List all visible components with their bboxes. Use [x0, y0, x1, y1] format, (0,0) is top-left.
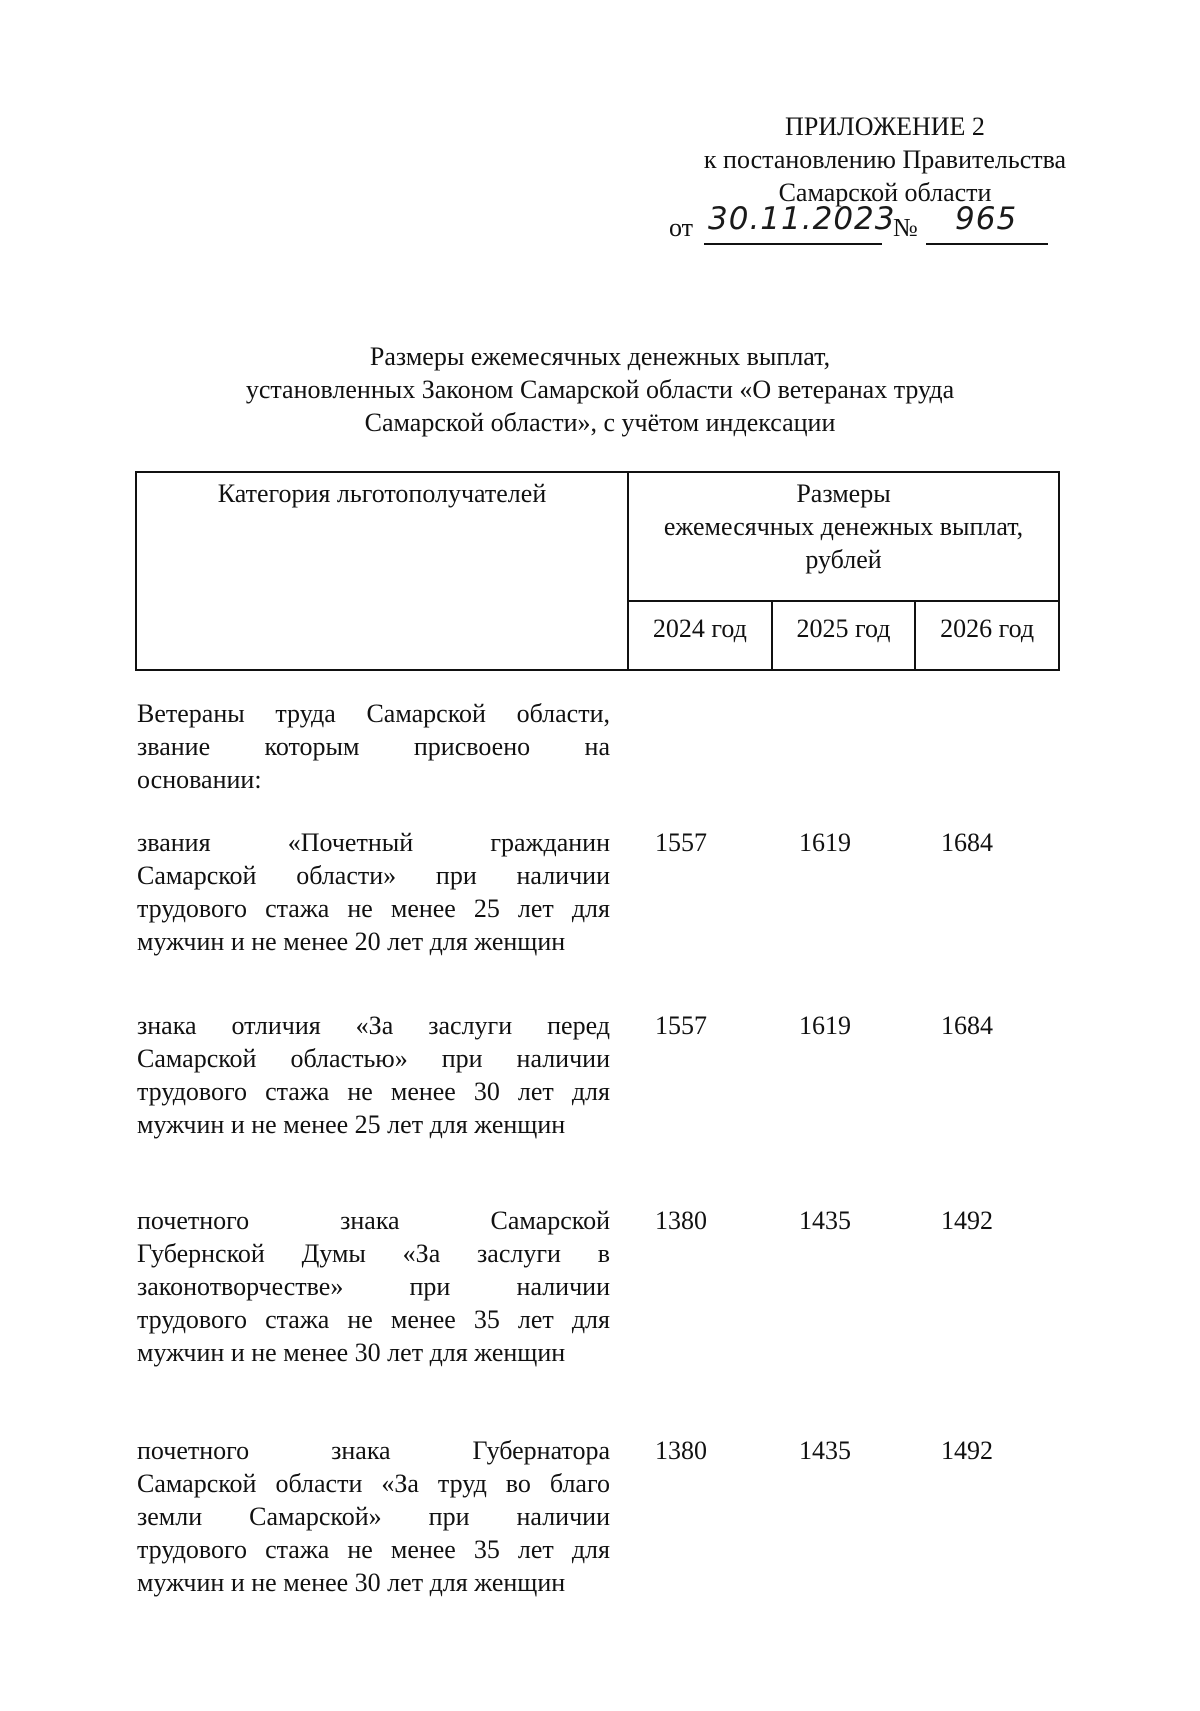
appendix-title: ПРИЛОЖЕНИЕ 2	[785, 112, 985, 141]
category-header: Категория льготополучателей	[136, 472, 628, 670]
value-2026: 1684	[941, 828, 993, 857]
category-line: почетного знака Самарской	[137, 1206, 610, 1235]
appendix-line-1: к постановлению Правительства	[703, 145, 1067, 174]
number-underline	[926, 243, 1048, 245]
category-text	[137, 826, 610, 958]
category-line: Самарской областью» при наличии	[137, 1044, 610, 1073]
intro-line: звание которым присвоено на	[137, 732, 610, 761]
category-line: трудового стажа не менее 35 лет для	[137, 1535, 610, 1564]
appendix-line-2: Самарской области	[778, 178, 992, 207]
sizes-header	[628, 472, 1059, 601]
sizes-header-line-2: ежемесячных денежных выплат,	[663, 512, 1024, 541]
value-2025: 1619	[799, 828, 851, 857]
value-2024: 1557	[655, 828, 707, 857]
category-line: Губернской Думы «За заслуги в	[137, 1239, 610, 1268]
appendix-block	[650, 110, 1120, 245]
category-line: мужчин и не менее 25 лет для женщин	[137, 1110, 566, 1139]
category-line: трудового стажа не менее 25 лет для	[137, 894, 610, 923]
category-line: звания «Почетный гражданин	[137, 828, 610, 857]
value-2025: 1435	[799, 1436, 851, 1465]
category-line: трудового стажа не менее 30 лет для	[137, 1077, 610, 1106]
value-2025: 1435	[799, 1206, 851, 1235]
title-line-3: Самарской области», с учётом индексации	[364, 408, 836, 437]
category-text	[137, 1009, 610, 1141]
document-title	[180, 340, 1020, 439]
category-line: почетного знака Губернатора	[137, 1436, 610, 1465]
category-line: мужчин и не менее 20 лет для женщин	[137, 927, 566, 956]
handwritten-date: 30.11.2023	[708, 201, 896, 237]
category-text	[137, 1204, 610, 1369]
category-line: законотворчестве» при наличии	[137, 1272, 610, 1301]
category-line: земли Самарской» при наличии	[137, 1502, 610, 1531]
ot-label: от	[669, 213, 694, 242]
value-2026: 1684	[941, 1011, 993, 1040]
year-header-2026: 2026 год	[915, 601, 1059, 670]
category-line: знака отличия «За заслуги перед	[137, 1011, 610, 1040]
year-header-2024: 2024 год	[628, 601, 772, 670]
title-line-1: Размеры ежемесячных денежных выплат,	[369, 342, 831, 371]
category-line: Самарской области» при наличии	[137, 861, 610, 890]
value-2026: 1492	[941, 1436, 993, 1465]
category-line: мужчин и не менее 30 лет для женщин	[137, 1338, 566, 1367]
date-number-line	[650, 201, 1120, 245]
value-2024: 1380	[655, 1436, 707, 1465]
sizes-header-line-1: Размеры	[796, 479, 891, 508]
handwritten-number: 965	[955, 201, 1018, 237]
category-text	[137, 1434, 610, 1599]
title-line-2: установленных Законом Самарской области «О ветеранах труда	[245, 375, 955, 404]
category-line: трудового стажа не менее 35 лет для	[137, 1305, 610, 1334]
value-2024: 1380	[655, 1206, 707, 1235]
value-2026: 1492	[941, 1206, 993, 1235]
number-label: №	[893, 213, 918, 242]
date-underline	[704, 243, 882, 245]
sizes-header-line-3: рублей	[805, 545, 882, 574]
intro-line: основании:	[137, 765, 262, 794]
intro-text	[137, 697, 610, 796]
table-header	[135, 471, 1060, 671]
category-line: Самарской области «За труд во благо	[137, 1469, 610, 1498]
category-line: мужчин и не менее 30 лет для женщин	[137, 1568, 566, 1597]
value-2024: 1557	[655, 1011, 707, 1040]
value-2025: 1619	[799, 1011, 851, 1040]
year-header-2025: 2025 год	[772, 601, 916, 670]
intro-line: Ветераны труда Самарской области,	[137, 699, 610, 728]
